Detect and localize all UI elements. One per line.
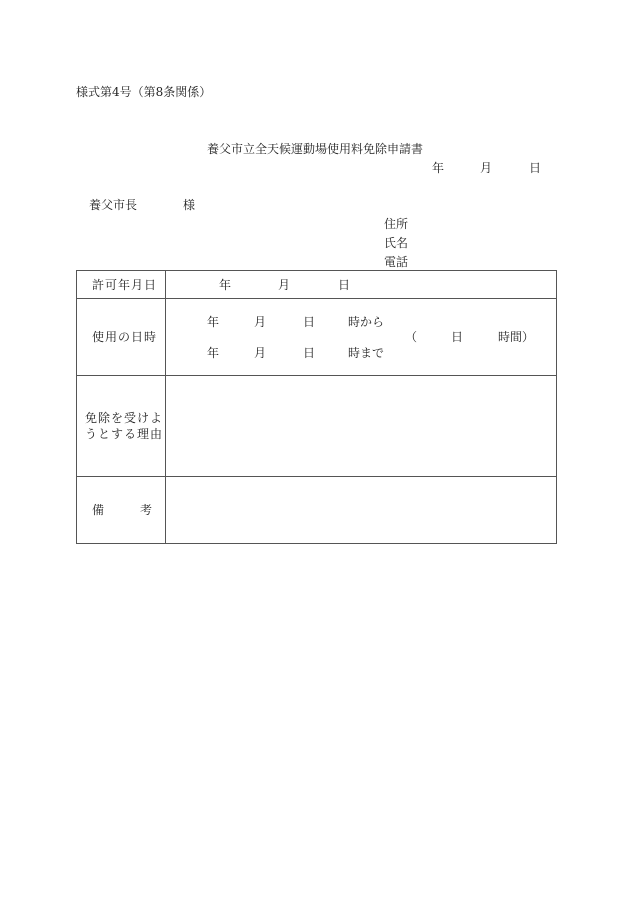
reason-label-line2: うとする理由: [85, 427, 164, 441]
to-suffix: 時まで: [348, 346, 385, 360]
permit-date-label: 許可年月日: [92, 278, 158, 292]
permit-year: 年: [219, 278, 232, 292]
table-border-top: [76, 270, 557, 271]
permit-day: 日: [338, 278, 351, 292]
phone-field[interactable]: [412, 253, 557, 270]
page-title: 養父市立全天候運動場使用料免除申請書: [207, 142, 424, 156]
to-year: 年: [207, 346, 220, 360]
address-label: 住所: [384, 217, 409, 231]
from-suffix: 時から: [348, 315, 385, 329]
name-label: 氏名: [384, 236, 409, 250]
permit-month: 月: [278, 278, 291, 292]
addressee-honorific: 様: [183, 198, 196, 212]
address-field[interactable]: [412, 215, 557, 232]
duration-hours: 時間）: [498, 330, 535, 344]
date-month-label: 月: [480, 161, 493, 175]
to-month: 月: [254, 346, 267, 360]
remarks-field[interactable]: [166, 477, 556, 543]
table-border-right: [556, 270, 557, 544]
table-border-bottom: [76, 543, 557, 544]
from-year: 年: [207, 315, 220, 329]
remarks-label-b: 考: [140, 503, 153, 517]
duration-day: 日: [451, 330, 464, 344]
reason-label-line1: 免除を受けよ: [85, 411, 164, 425]
to-day: 日: [303, 346, 316, 360]
usage-datetime-label: 使用の日時: [92, 330, 158, 344]
remarks-label-a: 備: [92, 503, 105, 517]
row-divider: [76, 298, 557, 299]
addressee-name: 養父市長: [89, 198, 138, 212]
date-day-label: 日: [529, 161, 542, 175]
name-field[interactable]: [412, 234, 557, 251]
date-year-label: 年: [432, 161, 445, 175]
reason-field[interactable]: [166, 376, 556, 476]
from-month: 月: [254, 315, 267, 329]
table-border-left: [76, 270, 77, 544]
phone-label: 電話: [384, 255, 409, 269]
from-day: 日: [303, 315, 316, 329]
form-number: 様式第4号（第8条関係）: [76, 85, 212, 99]
duration-open: （: [405, 330, 418, 344]
